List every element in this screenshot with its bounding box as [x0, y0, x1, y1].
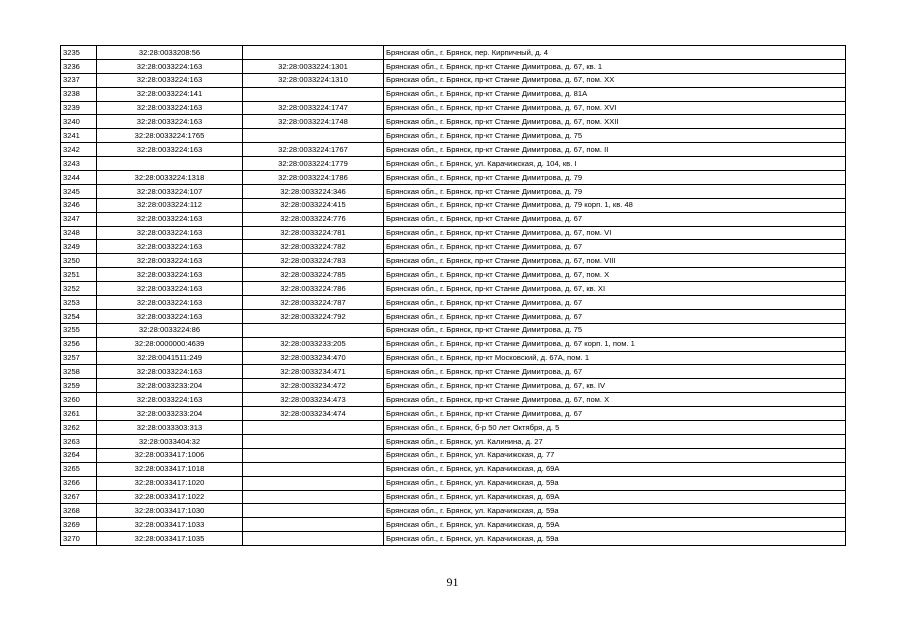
object-cadastral-number-cell: 32:28:0033224:782 [243, 240, 384, 254]
address-cell: Брянская обл., г. Брянск, пр-кт Станке Димитрова, д. 67 [384, 240, 846, 254]
object-cadastral-number-cell [243, 129, 384, 143]
row-number-cell: 3249 [61, 240, 97, 254]
object-cadastral-number-cell: 32:28:0033224:415 [243, 198, 384, 212]
object-cadastral-number-cell: 32:28:0033224:1767 [243, 143, 384, 157]
row-number-cell: 3248 [61, 226, 97, 240]
table-row [61, 421, 846, 435]
row-number-cell: 3236 [61, 59, 97, 73]
address-cell: Брянская обл., г. Брянск, ул. Карачижская, д. 59А [384, 518, 846, 532]
cadastral-number-cell: 32:28:0033224:141 [97, 87, 243, 101]
cadastral-number-cell: 32:28:0033417:1018 [97, 462, 243, 476]
row-number-cell: 3243 [61, 157, 97, 171]
address-cell: Брянская обл., г. Брянск, пер. Кирпичный, д. 4 [384, 46, 846, 60]
address-cell: Брянская обл., г. Брянск, пр-кт Станке Димитрова, д. 67, пом. XXII [384, 115, 846, 129]
object-cadastral-number-cell [243, 490, 384, 504]
object-cadastral-number-cell [243, 421, 384, 435]
cadastral-number-cell: 32:28:0033417:1020 [97, 476, 243, 490]
address-cell: Брянская обл., г. Брянск, пр-кт Станке Димитрова, д. 67, кв. XI [384, 282, 846, 296]
address-cell: Брянская обл., г. Брянск, пр-кт Станке Димитрова, д. 79 [384, 171, 846, 185]
row-number-cell: 3250 [61, 254, 97, 268]
cadastral-number-cell: 32:28:0000000:4639 [97, 337, 243, 351]
table-row [61, 490, 846, 504]
cadastral-number-cell: 32:28:0033224:163 [97, 212, 243, 226]
address-cell: Брянская обл., г. Брянск, ул. Карачижская, д. 69А [384, 462, 846, 476]
table-row [61, 337, 846, 351]
table-row [61, 254, 846, 268]
object-cadastral-number-cell: 32:28:0033234:470 [243, 351, 384, 365]
object-cadastral-number-cell [243, 87, 384, 101]
row-number-cell: 3242 [61, 143, 97, 157]
cadastral-number-cell: 32:28:0033417:1033 [97, 518, 243, 532]
address-cell: Брянская обл., г. Брянск, пр-кт Станке Димитрова, д. 67, кв. IV [384, 379, 846, 393]
object-cadastral-number-cell: 32:28:0033224:792 [243, 309, 384, 323]
address-cell: Брянская обл., г. Брянск, пр-кт Станке Димитрова, д. 67, пом. XX [384, 73, 846, 87]
row-number-cell: 3246 [61, 198, 97, 212]
object-cadastral-number-cell: 32:28:0033224:781 [243, 226, 384, 240]
address-cell: Брянская обл., г. Брянск, пр-кт Станке Димитрова, д. 67, пом. XVI [384, 101, 846, 115]
cadastral-number-cell: 32:28:0033224:163 [97, 143, 243, 157]
cadastral-number-cell: 32:28:0033404:32 [97, 434, 243, 448]
cadastral-number-cell: 32:28:0033224:1765 [97, 129, 243, 143]
cadastral-number-cell: 32:28:0033224:1318 [97, 171, 243, 185]
row-number-cell: 3261 [61, 407, 97, 421]
cadastral-number-cell [97, 157, 243, 171]
cadastral-number-cell: 32:28:0033233:204 [97, 407, 243, 421]
cadastral-number-cell: 32:28:0033303:313 [97, 421, 243, 435]
row-number-cell: 3262 [61, 421, 97, 435]
row-number-cell: 3264 [61, 448, 97, 462]
address-cell: Брянская обл., г. Брянск, пр-кт Станке Димитрова, д. 67 [384, 309, 846, 323]
table-row [61, 448, 846, 462]
table-row [61, 434, 846, 448]
table-row [61, 240, 846, 254]
table-row [61, 143, 846, 157]
row-number-cell: 3255 [61, 323, 97, 337]
table-row [61, 407, 846, 421]
address-cell: Брянская обл., г. Брянск, пр-кт Станке Димитрова, д. 67 [384, 407, 846, 421]
row-number-cell: 3269 [61, 518, 97, 532]
row-number-cell: 3247 [61, 212, 97, 226]
cadastral-number-cell: 32:28:0041511:249 [97, 351, 243, 365]
address-cell: Брянская обл., г. Брянск, пр-кт Станке Димитрова, д. 67 [384, 212, 846, 226]
object-cadastral-number-cell [243, 532, 384, 546]
table-row [61, 323, 846, 337]
row-number-cell: 3237 [61, 73, 97, 87]
object-cadastral-number-cell: 32:28:0033224:787 [243, 296, 384, 310]
cadastral-number-cell: 32:28:0033224:163 [97, 59, 243, 73]
table-row [61, 87, 846, 101]
object-cadastral-number-cell: 32:28:0033224:1786 [243, 171, 384, 185]
cadastral-number-cell: 32:28:0033417:1035 [97, 532, 243, 546]
table-row [61, 476, 846, 490]
address-cell: Брянская обл., г. Брянск, пр-кт Станке Димитрова, д. 81А [384, 87, 846, 101]
registry-table-body [61, 46, 846, 546]
address-cell: Брянская обл., г. Брянск, ул. Калинина, д. 27 [384, 434, 846, 448]
object-cadastral-number-cell: 32:28:0033234:472 [243, 379, 384, 393]
address-cell: Брянская обл., г. Брянск, ул. Карачижская, д. 59а [384, 504, 846, 518]
table-row [61, 184, 846, 198]
row-number-cell: 3238 [61, 87, 97, 101]
table-row [61, 129, 846, 143]
object-cadastral-number-cell: 32:28:0033224:346 [243, 184, 384, 198]
table-row [61, 365, 846, 379]
address-cell: Брянская обл., г. Брянск, ул. Карачижская, д. 104, кв. I [384, 157, 846, 171]
object-cadastral-number-cell: 32:28:0033224:1747 [243, 101, 384, 115]
row-number-cell: 3245 [61, 184, 97, 198]
table-row [61, 198, 846, 212]
object-cadastral-number-cell: 32:28:0033234:473 [243, 393, 384, 407]
row-number-cell: 3240 [61, 115, 97, 129]
address-cell: Брянская обл., г. Брянск, пр-кт Станке Димитрова, д. 67, пом. X [384, 393, 846, 407]
address-cell: Брянская обл., г. Брянск, ул. Карачижская, д. 59а [384, 532, 846, 546]
cadastral-number-cell: 32:28:0033224:163 [97, 268, 243, 282]
cadastral-number-cell: 32:28:0033224:107 [97, 184, 243, 198]
row-number-cell: 3251 [61, 268, 97, 282]
object-cadastral-number-cell [243, 504, 384, 518]
address-cell: Брянская обл., г. Брянск, ул. Карачижская, д. 69А [384, 490, 846, 504]
cadastral-number-cell: 32:28:0033224:163 [97, 282, 243, 296]
table-row [61, 157, 846, 171]
cadastral-number-cell: 32:28:0033417:1006 [97, 448, 243, 462]
table-row [61, 282, 846, 296]
address-cell: Брянская обл., г. Брянск, ул. Карачижская, д. 77 [384, 448, 846, 462]
object-cadastral-number-cell: 32:28:0033233:205 [243, 337, 384, 351]
row-number-cell: 3257 [61, 351, 97, 365]
table-row [61, 59, 846, 73]
table-row [61, 46, 846, 60]
object-cadastral-number-cell: 32:28:0033224:1748 [243, 115, 384, 129]
object-cadastral-number-cell: 32:28:0033234:474 [243, 407, 384, 421]
table-row [61, 379, 846, 393]
registry-table [60, 45, 846, 546]
address-cell: Брянская обл., г. Брянск, пр-кт Станке Димитрова, д. 67, пом. X [384, 268, 846, 282]
table-row [61, 532, 846, 546]
row-number-cell: 3265 [61, 462, 97, 476]
table-row [61, 296, 846, 310]
object-cadastral-number-cell [243, 46, 384, 60]
address-cell: Брянская обл., г. Брянск, пр-кт Станке Димитрова, д. 67 корп. 1, пом. 1 [384, 337, 846, 351]
row-number-cell: 3263 [61, 434, 97, 448]
page-number: 91 [446, 575, 459, 589]
cadastral-number-cell: 32:28:0033224:163 [97, 226, 243, 240]
row-number-cell: 3254 [61, 309, 97, 323]
cadastral-number-cell: 32:28:0033224:112 [97, 198, 243, 212]
table-row [61, 101, 846, 115]
cadastral-number-cell: 32:28:0033224:86 [97, 323, 243, 337]
object-cadastral-number-cell [243, 448, 384, 462]
row-number-cell: 3239 [61, 101, 97, 115]
row-number-cell: 3241 [61, 129, 97, 143]
cadastral-number-cell: 32:28:0033224:163 [97, 393, 243, 407]
object-cadastral-number-cell: 32:28:0033224:1301 [243, 59, 384, 73]
table-row [61, 351, 846, 365]
table-row [61, 171, 846, 185]
cadastral-number-cell: 32:28:0033224:163 [97, 296, 243, 310]
cadastral-number-cell: 32:28:0033224:163 [97, 254, 243, 268]
object-cadastral-number-cell: 32:28:0033234:471 [243, 365, 384, 379]
table-row [61, 212, 846, 226]
row-number-cell: 3253 [61, 296, 97, 310]
cadastral-number-cell: 32:28:0033224:163 [97, 73, 243, 87]
row-number-cell: 3268 [61, 504, 97, 518]
address-cell: Брянская обл., г. Брянск, б-р 50 лет Октября, д. 5 [384, 421, 846, 435]
cadastral-number-cell: 32:28:0033417:1030 [97, 504, 243, 518]
row-number-cell: 3267 [61, 490, 97, 504]
address-cell: Брянская обл., г. Брянск, пр-кт Станке Димитрова, д. 67, пом. II [384, 143, 846, 157]
table-row [61, 115, 846, 129]
cadastral-number-cell: 32:28:0033224:163 [97, 365, 243, 379]
cadastral-number-cell: 32:28:0033233:204 [97, 379, 243, 393]
address-cell: Брянская обл., г. Брянск, пр-кт Станке Димитрова, д. 67 [384, 365, 846, 379]
object-cadastral-number-cell: 32:28:0033224:1310 [243, 73, 384, 87]
table-row [61, 504, 846, 518]
row-number-cell: 3259 [61, 379, 97, 393]
cadastral-number-cell: 32:28:0033208:56 [97, 46, 243, 60]
object-cadastral-number-cell [243, 476, 384, 490]
object-cadastral-number-cell [243, 323, 384, 337]
address-cell: Брянская обл., г. Брянск, пр-кт Станке Димитрова, д. 79 [384, 184, 846, 198]
table-row [61, 309, 846, 323]
object-cadastral-number-cell: 32:28:0033224:1779 [243, 157, 384, 171]
object-cadastral-number-cell: 32:28:0033224:776 [243, 212, 384, 226]
object-cadastral-number-cell: 32:28:0033224:783 [243, 254, 384, 268]
object-cadastral-number-cell: 32:28:0033224:785 [243, 268, 384, 282]
address-cell: Брянская обл., г. Брянск, пр-кт Московский, д. 67А, пом. 1 [384, 351, 846, 365]
table-row [61, 462, 846, 476]
table-row [61, 393, 846, 407]
row-number-cell: 3266 [61, 476, 97, 490]
cadastral-number-cell: 32:28:0033224:163 [97, 240, 243, 254]
address-cell: Брянская обл., г. Брянск, пр-кт Станке Димитрова, д. 67, пом. VI [384, 226, 846, 240]
table-row [61, 518, 846, 532]
row-number-cell: 3252 [61, 282, 97, 296]
object-cadastral-number-cell [243, 518, 384, 532]
row-number-cell: 3258 [61, 365, 97, 379]
address-cell: Брянская обл., г. Брянск, пр-кт Станке Димитрова, д. 79 корп. 1, кв. 48 [384, 198, 846, 212]
address-cell: Брянская обл., г. Брянск, пр-кт Станке Димитрова, д. 75 [384, 129, 846, 143]
address-cell: Брянская обл., г. Брянск, пр-кт Станке Димитрова, д. 75 [384, 323, 846, 337]
address-cell: Брянская обл., г. Брянск, ул. Карачижская, д. 59а [384, 476, 846, 490]
cadastral-number-cell: 32:28:0033224:163 [97, 101, 243, 115]
table-row [61, 73, 846, 87]
row-number-cell: 3256 [61, 337, 97, 351]
cadastral-number-cell: 32:28:0033224:163 [97, 309, 243, 323]
object-cadastral-number-cell [243, 462, 384, 476]
cadastral-number-cell: 32:28:0033224:163 [97, 115, 243, 129]
cadastral-number-cell: 32:28:0033417:1022 [97, 490, 243, 504]
table-row [61, 268, 846, 282]
row-number-cell: 3235 [61, 46, 97, 60]
address-cell: Брянская обл., г. Брянск, пр-кт Станке Димитрова, д. 67 [384, 296, 846, 310]
row-number-cell: 3270 [61, 532, 97, 546]
address-cell: Брянская обл., г. Брянск, пр-кт Станке Димитрова, д. 67, кв. 1 [384, 59, 846, 73]
object-cadastral-number-cell [243, 434, 384, 448]
address-cell: Брянская обл., г. Брянск, пр-кт Станке Димитрова, д. 67, пом. VIII [384, 254, 846, 268]
object-cadastral-number-cell: 32:28:0033224:786 [243, 282, 384, 296]
row-number-cell: 3244 [61, 171, 97, 185]
row-number-cell: 3260 [61, 393, 97, 407]
table-row [61, 226, 846, 240]
